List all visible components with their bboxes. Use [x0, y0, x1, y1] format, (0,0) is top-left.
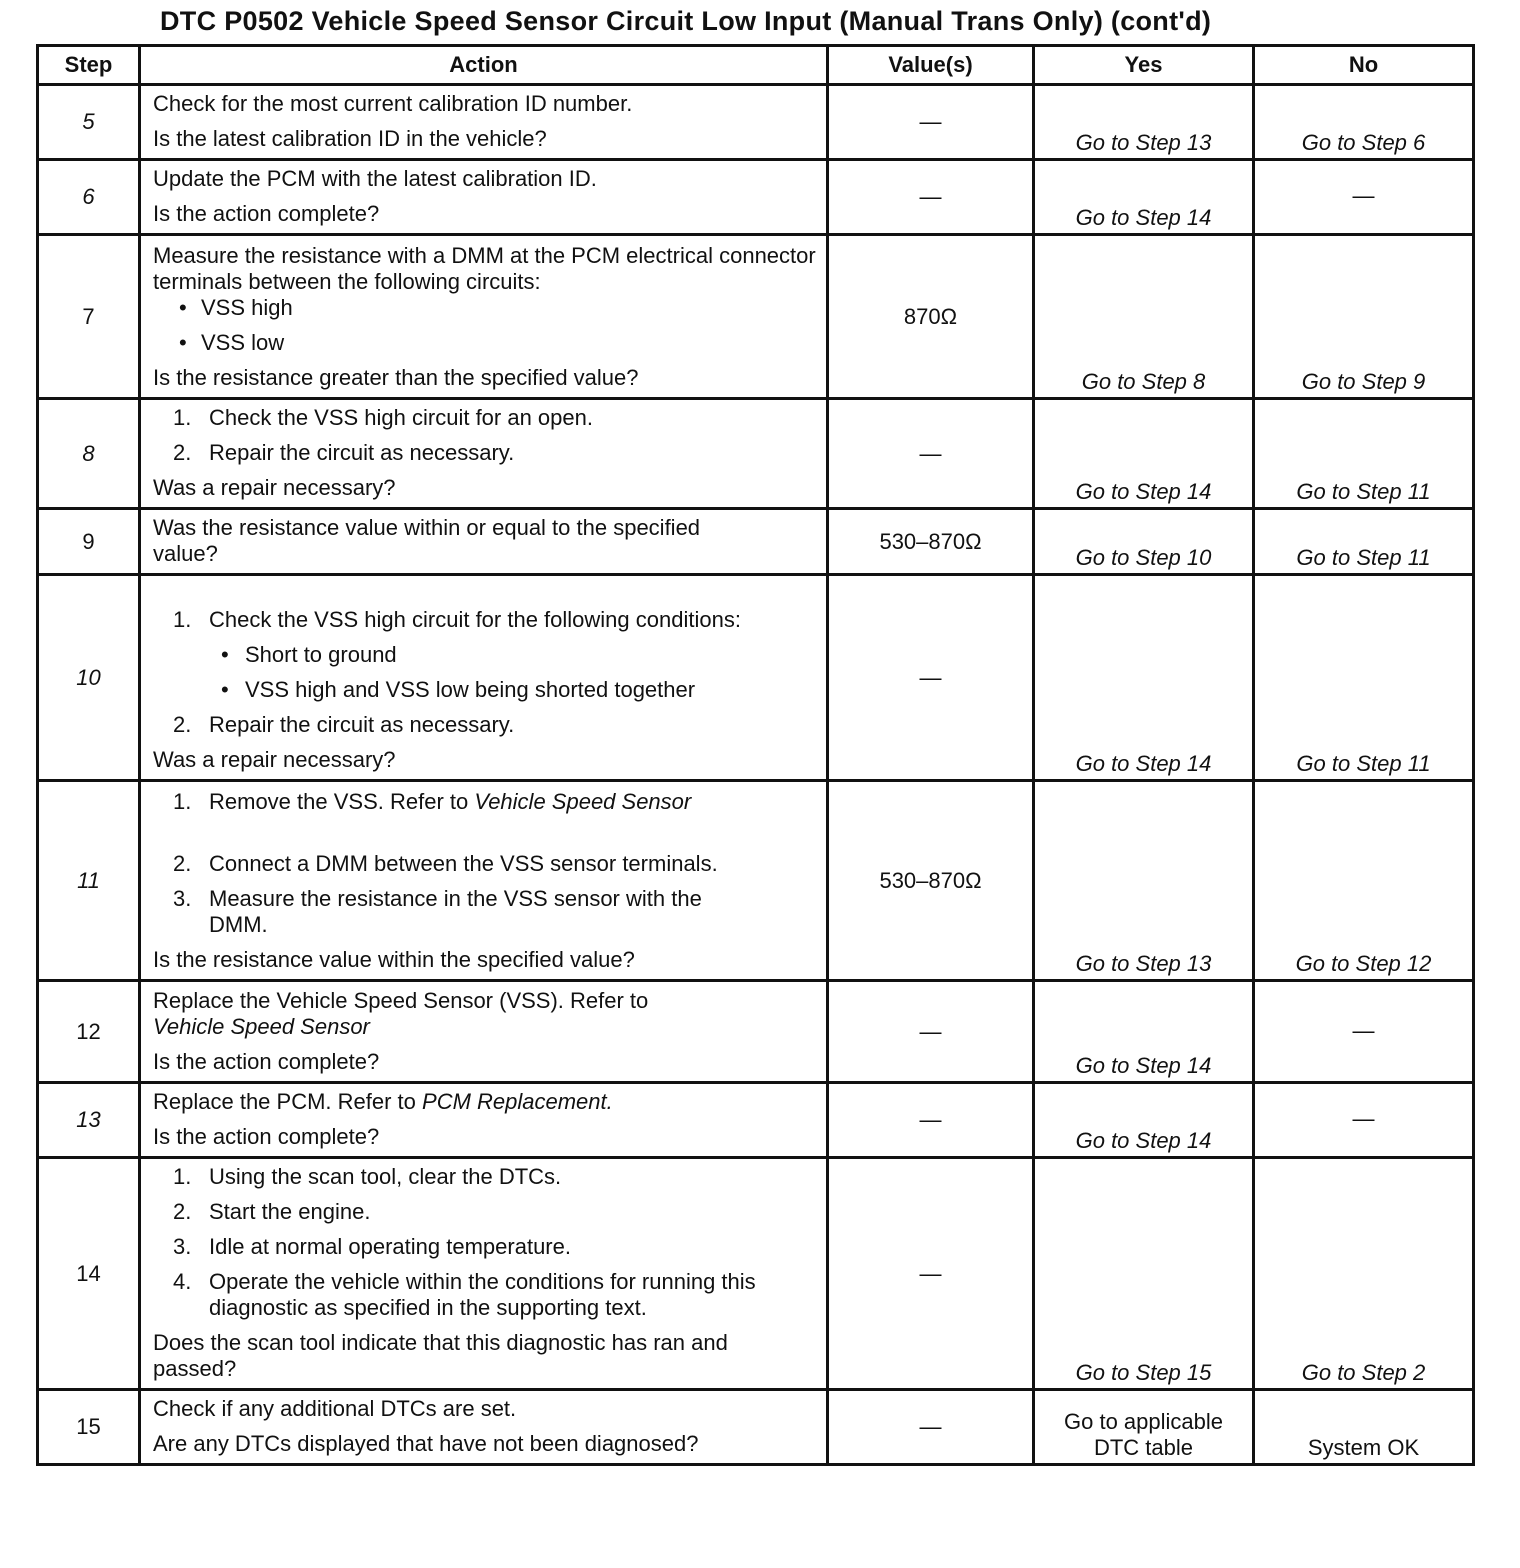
table-row: [38, 399, 1474, 509]
no-cell: Go to Step 6: [1254, 85, 1474, 160]
action-text: Replace the PCM. Refer to PCM Replacement.: [153, 1089, 613, 1114]
action-text: Check if any additional DTCs are set.: [153, 1396, 517, 1421]
bullet-item: [153, 642, 816, 668]
header-step: Step: [38, 46, 140, 85]
reference-link[interactable]: PCM Replacement.: [422, 1089, 613, 1114]
table-row: [38, 1390, 1474, 1465]
action-question: Is the latest calibration ID in the vehicle?: [153, 126, 547, 151]
bullet-item: [153, 677, 816, 703]
action-cell: [140, 399, 828, 509]
header-action: Action: [140, 46, 828, 85]
step-number: 7: [38, 235, 140, 399]
reference-link[interactable]: Vehicle Speed Sensor: [474, 789, 692, 814]
no-cell: System OK: [1254, 1390, 1474, 1465]
numbered-item: 1. Using the scan tool, clear the DTCs.: [173, 1164, 562, 1189]
no-cell: —: [1254, 1083, 1474, 1158]
numbered-item: 2. Repair the circuit as necessary.: [173, 440, 515, 465]
value-cell: —: [828, 1390, 1034, 1465]
action-cell: [140, 1083, 828, 1158]
value-cell: 530–870Ω: [828, 781, 1034, 981]
action-cell: [140, 235, 828, 399]
bullet-icon: •: [179, 330, 187, 355]
numbered-item: 1. Check the VSS high circuit for the following conditions:: [173, 607, 741, 632]
step-number: 11: [38, 781, 140, 981]
no-cell: Go to Step 11: [1254, 399, 1474, 509]
value-cell: —: [828, 1083, 1034, 1158]
value-cell: —: [828, 160, 1034, 235]
yes-cell: Go to Step 13: [1034, 781, 1254, 981]
bullet-icon: •: [179, 295, 187, 320]
step-number: 6: [38, 160, 140, 235]
action-question: Was a repair necessary?: [153, 747, 396, 772]
action-cell: [140, 981, 828, 1083]
page-title: DTC P0502 Vehicle Speed Sensor Circuit Low Input (Manual Trans Only) (cont'd): [160, 6, 1212, 36]
yes-cell: Go to Step 14: [1034, 160, 1254, 235]
table-row: [38, 235, 1474, 399]
bullet-text: VSS low: [201, 330, 285, 355]
action-text: Check for the most current calibration ID number.: [153, 91, 633, 116]
action-question: Is the action complete?: [153, 1124, 380, 1149]
step-number: 5: [38, 85, 140, 160]
step-number: 12: [38, 981, 140, 1083]
yes-cell: Go to Step 14: [1034, 399, 1254, 509]
table-row: [38, 575, 1474, 781]
table-row: [38, 781, 1474, 981]
action-question: Is the action complete?: [153, 1049, 380, 1074]
action-text: Update the PCM with the latest calibration ID.: [153, 166, 597, 191]
value-cell: —: [828, 85, 1034, 160]
yes-cell: Go to Step 15: [1034, 1158, 1254, 1390]
table-row: [38, 1083, 1474, 1158]
header-value: Value(s): [828, 46, 1034, 85]
numbered-item: 3. Idle at normal operating temperature.: [173, 1234, 571, 1259]
action-question: Is the resistance value within the specified value?: [153, 947, 635, 972]
bullet-icon: •: [221, 677, 229, 702]
numbered-item: 2. Repair the circuit as necessary.: [173, 712, 515, 737]
yes-cell: Go to Step 8: [1034, 235, 1254, 399]
yes-cell: Go to Step 14: [1034, 1083, 1254, 1158]
numbered-item: 2. Connect a DMM between the VSS sensor terminals.: [173, 851, 718, 876]
value-cell: 530–870Ω: [828, 509, 1034, 575]
numbered-item: 1. Remove the VSS. Refer to Vehicle Speed Sensor: [173, 789, 692, 814]
action-cell: [140, 85, 828, 160]
header-row: [38, 46, 1474, 85]
table-row: [38, 85, 1474, 160]
bullet-text: VSS high and VSS low being shorted together: [245, 677, 696, 702]
table-row: [38, 1158, 1474, 1390]
value-cell: —: [828, 575, 1034, 781]
step-number: 9: [38, 509, 140, 575]
action-cell: [140, 509, 828, 575]
action-cell: [140, 1158, 828, 1390]
table-row: [38, 160, 1474, 235]
numbered-item: 3. Measure the resistance in the VSS sensor with the DMM.: [173, 886, 702, 937]
value-cell: —: [828, 981, 1034, 1083]
no-cell: Go to Step 11: [1254, 575, 1474, 781]
no-cell: Go to Step 12: [1254, 781, 1474, 981]
table-row: [38, 509, 1474, 575]
bullet-text: Short to ground: [245, 642, 397, 667]
action-cell: [140, 575, 828, 781]
numbered-item: 4. Operate the vehicle within the conditions for running this diagnostic as specified in the supporting text.: [173, 1269, 756, 1320]
action-question: Is the action complete?: [153, 201, 380, 226]
no-cell: Go to Step 9: [1254, 235, 1474, 399]
bullet-item: [153, 330, 816, 356]
action-question: Is the resistance greater than the specified value?: [153, 365, 639, 390]
value-cell: —: [828, 399, 1034, 509]
no-cell: —: [1254, 981, 1474, 1083]
no-cell: —: [1254, 160, 1474, 235]
yes-cell: Go to Step 14: [1034, 575, 1254, 781]
step-number: 14: [38, 1158, 140, 1390]
header-no: No: [1254, 46, 1474, 85]
header-yes: Yes: [1034, 46, 1254, 85]
reference-link[interactable]: Vehicle Speed Sensor: [153, 1014, 370, 1039]
bullet-text: VSS high: [201, 295, 293, 320]
no-cell: Go to Step 2: [1254, 1158, 1474, 1390]
bullet-item: [153, 295, 816, 321]
step-number: 8: [38, 399, 140, 509]
action-text: Measure the resistance with a DMM at the PCM electrical connector terminals between the following circuits:: [153, 243, 816, 294]
value-cell: 870Ω: [828, 235, 1034, 399]
action-question: Does the scan tool indicate that this diagnostic has ran and passed?: [153, 1330, 728, 1381]
yes-cell: Go to Step 14: [1034, 981, 1254, 1083]
step-number: 10: [38, 575, 140, 781]
step-number: 13: [38, 1083, 140, 1158]
bullet-icon: •: [221, 642, 229, 667]
numbered-item: 1. Check the VSS high circuit for an open.: [173, 405, 593, 430]
yes-cell: Go to Step 13: [1034, 85, 1254, 160]
action-question: Was a repair necessary?: [153, 475, 396, 500]
action-cell: [140, 781, 828, 981]
no-cell: Go to Step 11: [1254, 509, 1474, 575]
action-cell: [140, 160, 828, 235]
action-text: Replace the Vehicle Speed Sensor (VSS). Refer to Vehicle Speed Sensor: [153, 988, 649, 1039]
numbered-item: 2. Start the engine.: [173, 1199, 371, 1224]
value-cell: —: [828, 1158, 1034, 1390]
action-cell: [140, 1390, 828, 1465]
step-number: 15: [38, 1390, 140, 1465]
table-row: [38, 981, 1474, 1083]
action-question: Was the resistance value within or equal to the specified value?: [153, 515, 701, 566]
yes-cell: Go to applicable DTC table: [1034, 1390, 1254, 1465]
diagnostic-table: [36, 44, 1475, 1466]
yes-cell: Go to Step 10: [1034, 509, 1254, 575]
action-question: Are any DTCs displayed that have not been diagnosed?: [153, 1431, 699, 1456]
